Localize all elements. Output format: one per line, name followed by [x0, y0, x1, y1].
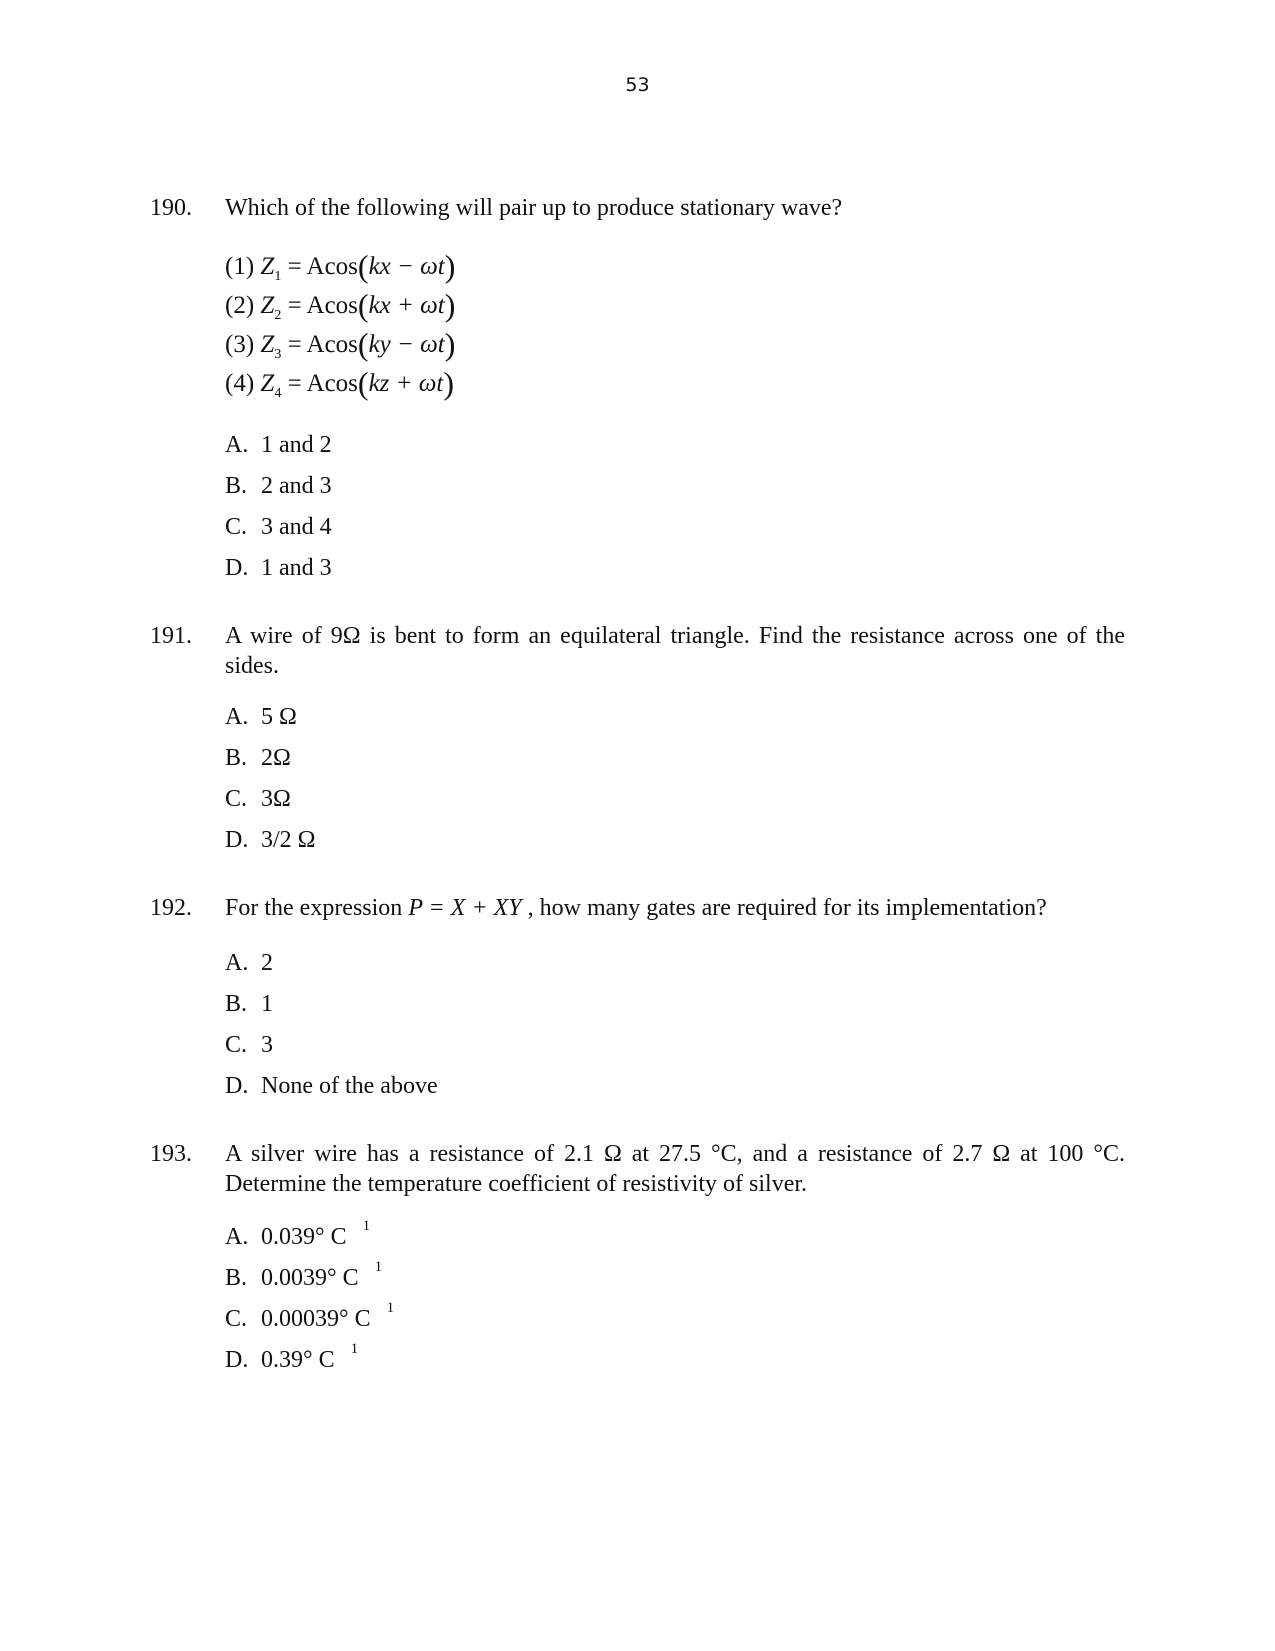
option-d: D. 3/2 Ω [225, 827, 316, 853]
equation-2: (2) $Z_2 = Acos(kx + \omega t)$ [225, 287, 456, 323]
option-b: B. 2 and 3 [225, 473, 332, 499]
option-c: C. 3 and 4 [225, 514, 332, 540]
option-a: A. 5 Ω [225, 704, 297, 730]
option-a: A. 0.039° C $^1$ [225, 1218, 371, 1250]
option-b: B. 0.0039° C $^1$ [225, 1259, 383, 1291]
option-b: B. 2Ω [225, 745, 291, 771]
option-c: C. 0.00039° C $^1$ [225, 1300, 395, 1332]
option-a: A. 2 [225, 950, 273, 976]
question-text: For the expression P = X + XY , how many gates are required for its implementation? [225, 895, 1047, 921]
equation-4: (4) $Z_4 = Acos(kz + \omega t)$ [225, 365, 455, 401]
option-b: B. 1 [225, 991, 273, 1017]
question-number: 192. [150, 895, 192, 921]
option-d: D. None of the above [225, 1073, 438, 1099]
question-number: 193. [150, 1141, 192, 1167]
question-text: Which of the following will pair up to produce stationary wave? [225, 195, 843, 221]
question-number: 191. [150, 623, 192, 649]
option-c: C. 3Ω [225, 786, 291, 812]
page-number: 53 [625, 74, 650, 96]
equation-3: (3) $Z_3 = Acos(ky - \omega t)$ [225, 326, 456, 362]
option-c: C. 3 [225, 1032, 273, 1058]
question-text: A silver wire has a resistance of 2.1 Ω at 27.5 °C, and a resistance of 2.7 Ω at 100 °C. Determine the temperature coefficient of resistivity of silver. [225, 1141, 1125, 1197]
equation-1: (1) $Z_1 = Acos(kx - \omega t)$ [225, 248, 456, 284]
question-number: 190. [150, 195, 192, 221]
option-a: A. 1 and 2 [225, 432, 332, 458]
option-d: D. 0.39° C $^1$ [225, 1341, 359, 1373]
option-d: D. 1 and 3 [225, 555, 332, 581]
boolean-expression: P = X + XY [408, 895, 522, 921]
question-text: A wire of 9Ω is bent to form an equilateral triangle. Find the resistance across one of the sides. [225, 623, 1125, 679]
